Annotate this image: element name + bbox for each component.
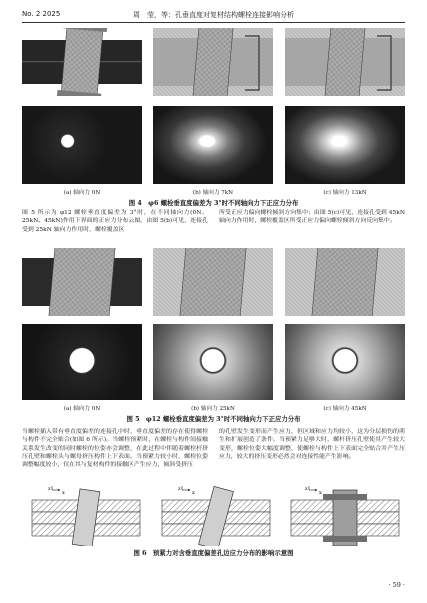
fig5-stress-panel-b [153, 324, 273, 400]
fig5-stress-panel-c [285, 324, 405, 400]
fig4-mesh-panel-a [22, 28, 142, 96]
fig5-mesh-panel-a [22, 248, 142, 316]
fig5-bolt-model-a [22, 248, 142, 316]
fig6-x-label-a: x [62, 490, 65, 496]
fig5-mesh-panel-c [285, 248, 405, 316]
running-title: 周 莹，等：孔垂直度对复材结构螺栓连接影响分析 [133, 11, 294, 19]
fig4-bolt-model-a [22, 28, 142, 96]
fig4-stress-panel-a [22, 106, 142, 184]
figure-4-stress-row [22, 106, 405, 184]
fig6-panel-c [291, 486, 399, 546]
fig5-caption: 图 5 φ12 螺栓垂直度偏差为 3°时不同轴向力下正应力分布 [126, 415, 301, 423]
fig4-caption: 图 4 φ6 螺栓垂直度偏差为 3°时不同轴向力下正应力分布 [128, 199, 299, 207]
text-block-1-right: 所受正应力偏向螺栓倾斜方向集中；由图 5(c)可见，连接孔受到 45kN 轴向力作用时，螺栓覆盖区所受正应力偏向螺栓倾斜方向反向集中。 [219, 210, 405, 225]
fig6-z-label-a: z [48, 486, 51, 492]
fig4-subcaption-b: (b) 轴向力 7kN [192, 190, 234, 196]
figure-5-mesh-row [22, 248, 405, 316]
text-block-2-left: 当螺栓插入带有垂直度偏差的连接孔中时，垂直度偏差的存在使得螺栓与构件不完全贴合(如图 6 所示)。当螺栓预紧时，在螺栓与构件间接触关系发生改变的同时螺栓的位姿亦会调整，在此过程中伴随着螺栓杆挤压孔壁和螺栓头与螺母挤压构件上下表面。当预紧力较小时，螺栓位姿调整幅度较小，仅在其与复材构件的接触区产生应力，倾斜受挤压 [22, 429, 208, 469]
fig4-subcaption-c: (c) 轴向力 13kN [323, 190, 367, 196]
fig5-stress-panel-a [22, 324, 142, 400]
fig6-schematic [22, 486, 405, 546]
text-block-2-right: 的孔壁发生变形而产生应力，但区域和应力均较小，这为分层损伤的萌生和扩展创造了条件。当预紧力足够大时，螺杆挤压孔壁使其产生较大变形，螺栓位姿大幅度调整，使螺栓与构件上下表面完全贴合并产生压应力，较大的挤压变形必然会对连接性能产生影响。 [219, 429, 405, 460]
fig4-mesh-panel-b [153, 28, 273, 96]
fig5-bolt-model-b [153, 248, 273, 316]
fig4-stress-panel-b [153, 106, 273, 184]
fig6-z-label-c: z [305, 486, 308, 492]
fig4-bolt-model-c [285, 28, 405, 96]
running-header [22, 8, 405, 23]
figure-4-mesh-row [22, 28, 405, 96]
fig4-subcaption-a: (a) 轴向力 0N [63, 190, 101, 196]
figure-5 [22, 248, 405, 412]
fig6-panel-a [32, 486, 140, 546]
fig4-stress-panel-c [285, 106, 405, 184]
fig5-mesh-panel-b [153, 248, 273, 316]
fig6-caption: 图 6 预紧力对含垂直度偏差孔边应力分布的影响示意图 [133, 549, 294, 557]
text-block-1-left: 图 5 所示为 φ12 螺栓垂直度偏差为 3°时，在不同轴向力(0N、25kN、45kN)作用下界面的正应力分布云图。由图 5(b)可见，连接孔受到 25kN 轴向力作用时，螺栓覆盖区 [22, 210, 208, 233]
fig5-subcaption-b: (b) 轴向力 25kN [191, 406, 235, 412]
figure-5-stress-row [22, 324, 405, 400]
fig6-panel-b [162, 486, 270, 546]
fig4-mesh-panel-c [285, 28, 405, 96]
fig4-bolt-model-b [153, 28, 273, 96]
issue-label: No. 2 2025 [22, 10, 61, 18]
fig5-bolt-model-c [285, 248, 405, 316]
fig5-subcaption-a: (a) 轴向力 0N [63, 406, 101, 412]
fig6-x-label-c: x [319, 490, 322, 496]
figure-4 [22, 28, 405, 220]
page-number: · 59 · [388, 581, 405, 589]
fig5-subcaption-c: (c) 轴向力 45kN [323, 406, 367, 412]
figure-6 [22, 486, 405, 558]
fig6-x-label-b: x [192, 490, 195, 496]
fig6-z-label-b: z [178, 486, 181, 492]
